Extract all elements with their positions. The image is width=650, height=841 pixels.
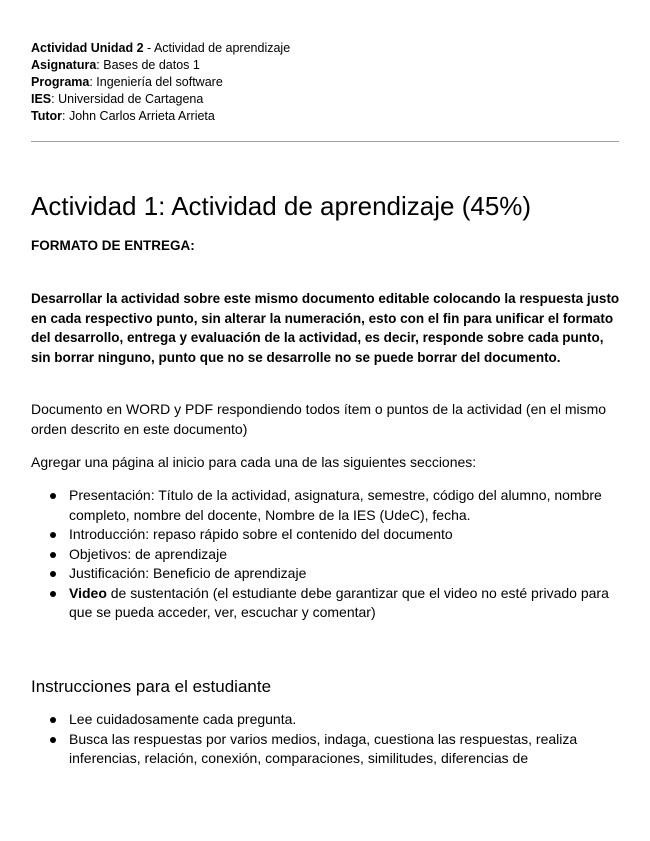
- ies-value: : Universidad de Cartagena: [51, 92, 204, 106]
- instructions-list: [31, 710, 616, 769]
- list-item-introduction: Introducción: repaso rápido sobre el contenido del documento: [31, 525, 616, 545]
- ies-line: [31, 91, 290, 108]
- program-line: [31, 74, 290, 91]
- subject-key: Asignatura: [31, 58, 97, 72]
- ies-key: IES: [31, 92, 52, 106]
- page-title: Actividad 1: Actividad de aprendizaje (45%): [31, 191, 532, 221]
- tutor-key: Tutor: [31, 109, 63, 123]
- list-item-objectives: Objetivos: de aprendizaje: [31, 545, 616, 565]
- sections-list: [31, 486, 616, 623]
- horizontal-divider: [31, 141, 619, 142]
- subject-value: : Bases de datos 1: [96, 58, 200, 72]
- instructions-bold-paragraph: Desarrollar la actividad sobre este mismo documento editable colocando la respuesta justo en cada respectivo punto, sin alterar la numeración, esto con el fin para unificar el formato del desarrollo, entrega y evaluación de la actividad, es decir, responde sobre cada punto, sin borrar ninguno, punto que no se desarrolle no se puede borrar del documento.: [31, 291, 620, 365]
- list-item-justification: Justificación: Beneficio de aprendizaje: [31, 564, 616, 584]
- document-header-info: [31, 40, 290, 125]
- list-item-presentation: Presentación: Título de la actividad, asignatura, semestre, código del alumno, nombre completo, nombre del docente, Nombre de la IES (UdeC), fecha.: [31, 486, 616, 525]
- tutor-line: [31, 108, 290, 125]
- tutor-value: : John Carlos Arrieta Arrieta: [62, 109, 215, 123]
- list-item-read-carefully: Lee cuidadosamente cada pregunta.: [31, 710, 616, 730]
- activity-key: Actividad Unidad 2: [31, 41, 144, 55]
- add-page-paragraph: Agregar una página al inicio para cada una de las siguientes secciones:: [31, 454, 477, 470]
- list-item-search-answers: Busca las respuestas por varios medios, indaga, cuestiona las respuestas, realiza inferencias, relación, conexión, comparaciones, similitudes, diferencias de: [31, 730, 616, 769]
- subject-line: [31, 57, 290, 74]
- document-format-paragraph: Documento en WORD y PDF respondiendo todos ítem o puntos de la actividad (en el mismo orden descrito en este documento): [31, 401, 607, 437]
- program-key: Programa: [31, 75, 90, 89]
- video-description: de sustentación (el estudiante debe garantizar que el video no esté privado para que se pueda acceder, ver, escuchar y comentar): [69, 584, 609, 620]
- activity-value: - Actividad de aprendizaje: [143, 41, 291, 55]
- format-label: FORMATO DE ENTREGA:: [31, 238, 195, 253]
- instructions-heading: Instrucciones para el estudiante: [31, 677, 272, 696]
- activity-line: [31, 40, 290, 57]
- video-bold-label: Video: [69, 584, 107, 601]
- program-value: : Ingeniería del software: [89, 75, 223, 89]
- list-item-video: [31, 584, 616, 623]
